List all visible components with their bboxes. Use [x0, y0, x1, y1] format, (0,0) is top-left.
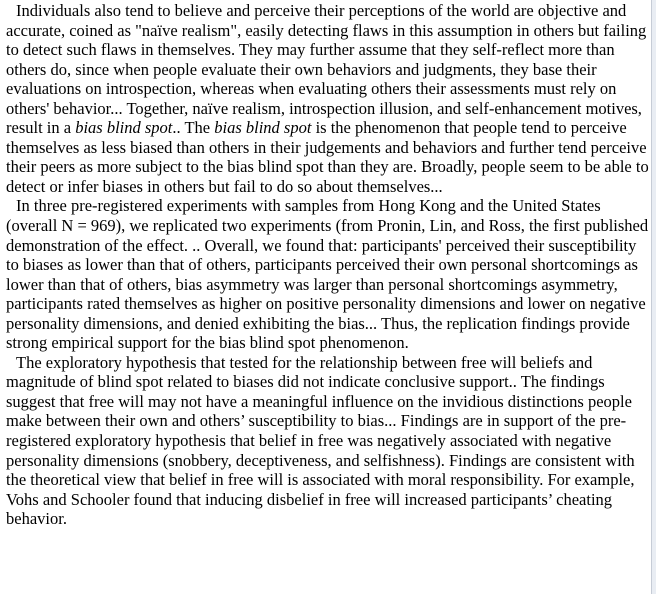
italic-term-bias-blind-spot: bias blind spot [214, 118, 312, 138]
paragraph-text: is the phenomenon that people tend to perceive themselves as less biased than others in their judgements and behaviors and further tend perceive their peers as more subject to the bias blind spot than they are. Broadly, people seem to be able to detect or infer biases in others but fail to do so about themselves... [6, 118, 649, 196]
paragraph-text: .. The [172, 118, 215, 138]
paragraph-text: The exploratory hypothesis that tested for the relationship between free will beliefs and magnitude of blind spot related to biases did not indicate conclusive support.. The findings suggest that free will may not have a meaningful influence on the invidious distinctions people make between their own and others’ susceptibility to bias... Findings are in support of the pre-registered exploratory hypothesis that belief in free was negatively associated with negative personality dimensions (snobbery, deceptiveness, and selfishness). Findings are consistent with the theoretical view that belief in free will is associated with moral responsibility. For example, Vohs and Schooler found that inducing disbelief in free will increased participants’ cheating behavior. [6, 352, 635, 529]
paragraph-text: In three pre-registered experiments with samples from Hong Kong and the United States (overall N = 969), we replicated two experiments (from Pronin, Lin, and Ross, the first published demonstration of the effect. .. Overall, we found that: participants' perceived their susceptibility to biases as lower than that of others, participants perceived their own personal shortcomings as lower than that of others, bias asymmetry was larger than personal shortcomings asymmetry, participants rated themselves as higher on positive personality dimensions and lower on negative personality dimensions, and denied exhibiting the bias... Thus, the replication findings provide strong empirical support for the bias blind spot phenomenon. [6, 196, 649, 353]
paragraph-text: Individuals also tend to believe and perceive their perceptions of the world are objective and accurate, coined as "naïve realism", easily detecting flaws in this assumption in others but failing to detect such flaws in themselves. They may further assume that they self-reflect more than others do, since when people evaluate their own behaviors and judgments, they base their evaluations on introspection, whereas when evaluating others their assessments must rely on others' behavior... Together, naïve realism, introspection illusion, and self-enhancement motives, result in a [6, 1, 647, 138]
paragraph-exploratory-hypothesis [6, 353, 650, 529]
italic-term-bias-blind-spot: bias blind spot [75, 118, 173, 138]
paragraph-naive-realism [6, 1, 650, 196]
paragraph-replication-experiments [6, 196, 650, 352]
vertical-scrollbar[interactable] [651, 0, 656, 594]
